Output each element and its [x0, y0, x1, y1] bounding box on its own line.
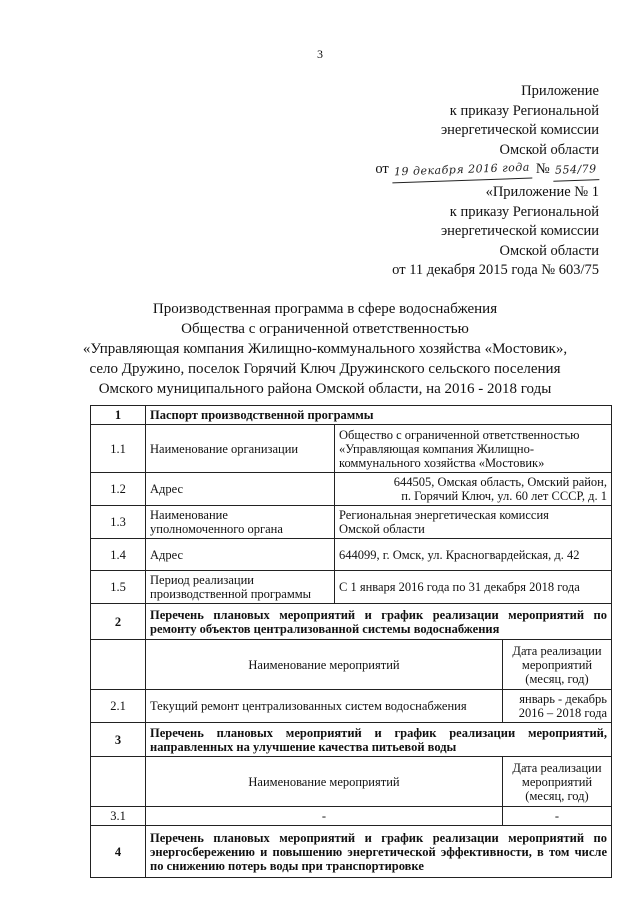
row-value-line: 644505, Омская область, Омский район,: [393, 475, 607, 489]
table-row: [91, 506, 612, 539]
row-label: [146, 506, 335, 539]
row-name: Текущий ремонт централизованных систем водоснабжения: [146, 690, 503, 723]
program-table: [90, 405, 612, 878]
row-value: [335, 473, 612, 506]
section-title: Перечень плановых мероприятий и график реализации мероприятий по энергосбережению и повышению энергетической эффективности, в том числе по снижению потерь воды при транспортировке: [146, 826, 612, 878]
appendix1-line: к приказу Региональной: [449, 203, 599, 220]
section-row: [91, 723, 612, 757]
row-value-line: Региональная энергетическая комиссия: [339, 508, 549, 522]
section-row: [91, 604, 612, 640]
section-row: [91, 826, 612, 878]
row-value-line: Омской области: [339, 522, 425, 536]
appendix1-line: Омской области: [499, 242, 599, 259]
row-date: -: [503, 807, 612, 826]
appendix1-block: [392, 183, 599, 281]
section-title: Перечень плановых мероприятий и график реализации мероприятий по ремонту объектов централизованной системы водоснабжения: [146, 604, 612, 640]
row-value: 644099, г. Омск, ул. Красногвардейская, д. 42: [335, 539, 612, 571]
row-label: Наименование организации: [146, 425, 335, 473]
appendix-block: [375, 82, 599, 181]
header-line: Дата реализации: [512, 643, 602, 658]
row-date: [503, 690, 612, 723]
from-prefix: от: [375, 161, 389, 177]
page-number: 3: [317, 47, 323, 61]
column-header-date: [503, 640, 612, 690]
row-label-line: Период реализации: [150, 573, 254, 587]
table-row: [91, 807, 612, 826]
title-line: село Дружино, поселок Горячий Ключ Дружинского сельского поселения: [89, 361, 561, 377]
section-title: Перечень плановых мероприятий и график реализации мероприятий, направленных на улучшение качества питьевой воды: [146, 723, 612, 757]
column-header-name: Наименование мероприятий: [146, 757, 503, 807]
table-row: [91, 425, 612, 473]
empty-cell: [91, 640, 146, 690]
appendix1-line: от 11 декабря 2015 года № 603/75: [392, 262, 599, 278]
title-line: Производственная программа в сфере водоснабжения: [152, 301, 498, 317]
column-header-date: [503, 757, 612, 807]
header-line: Дата реализации: [512, 760, 602, 775]
appendix-line: энергетической комиссии: [440, 122, 599, 138]
row-value: [335, 506, 612, 539]
appendix-date-line: [375, 160, 599, 181]
number-prefix: №: [535, 161, 550, 177]
handwritten-number: 554/79: [553, 159, 599, 181]
section-title: Паспорт производственной программы: [146, 406, 612, 425]
row-value: С 1 января 2016 года по 31 декабря 2018 года: [335, 571, 612, 604]
row-name: -: [146, 807, 503, 826]
row-label-line: производственной программы: [150, 587, 312, 601]
header-line: (месяц, год): [525, 671, 589, 686]
table-row: [91, 539, 612, 571]
table-header-row: [91, 757, 612, 807]
section-number: 3: [91, 723, 146, 757]
header-line: мероприятий: [521, 657, 593, 672]
row-number: 1.4: [91, 539, 146, 571]
appendix1-line: «Приложение № 1: [485, 184, 599, 200]
table-row: [91, 690, 612, 723]
table-row: [91, 473, 612, 506]
row-number: 1.2: [91, 473, 146, 506]
row-number: 1.1: [91, 425, 146, 473]
appendix1-line: энергетической комиссии: [440, 223, 599, 239]
appendix-line: Омской области: [499, 141, 599, 158]
section-number: 2: [91, 604, 146, 640]
row-label: Адрес: [146, 473, 335, 506]
section-number: 1: [91, 406, 146, 425]
row-number: 2.1: [91, 690, 146, 723]
title-line: Омского муниципального района Омской области, на 2016 - 2018 годы: [98, 381, 552, 397]
section-number: 4: [91, 826, 146, 878]
table-row: [91, 571, 612, 604]
row-label: [146, 571, 335, 604]
row-date-line: январь - декабрь: [519, 692, 607, 706]
section-row: [91, 406, 612, 425]
handwritten-date: 19 декабря 2016 года: [392, 158, 532, 183]
row-value: Общество с ограниченной ответственностью «Управляющая компания Жилищно-коммунального хозяйства «Мостовик»: [335, 425, 612, 473]
header-line: (месяц, год): [525, 788, 589, 803]
column-header-name: Наименование мероприятий: [146, 640, 503, 690]
empty-cell: [91, 757, 146, 807]
row-label: Адрес: [146, 539, 335, 571]
title-line: Общества с ограниченной ответственностью: [181, 321, 469, 337]
appendix-line: Приложение: [521, 83, 599, 99]
table-header-row: [91, 640, 612, 690]
row-label-line: Наименование: [150, 508, 228, 522]
row-label-line: уполномоченного органа: [150, 522, 283, 536]
document-title: [40, 299, 610, 399]
appendix-line: к приказу Региональной: [449, 102, 599, 119]
row-value-line: п. Горячий Ключ, ул. 60 лет СССР, д. 1: [401, 489, 607, 503]
row-number: 1.3: [91, 506, 146, 539]
row-date-line: 2016 – 2018 года: [518, 706, 607, 720]
header-line: мероприятий: [521, 774, 593, 789]
row-number: 3.1: [91, 807, 146, 826]
row-number: 1.5: [91, 571, 146, 604]
title-line: «Управляющая компания Жилищно-коммунального хозяйства «Мостовик»,: [82, 341, 568, 357]
